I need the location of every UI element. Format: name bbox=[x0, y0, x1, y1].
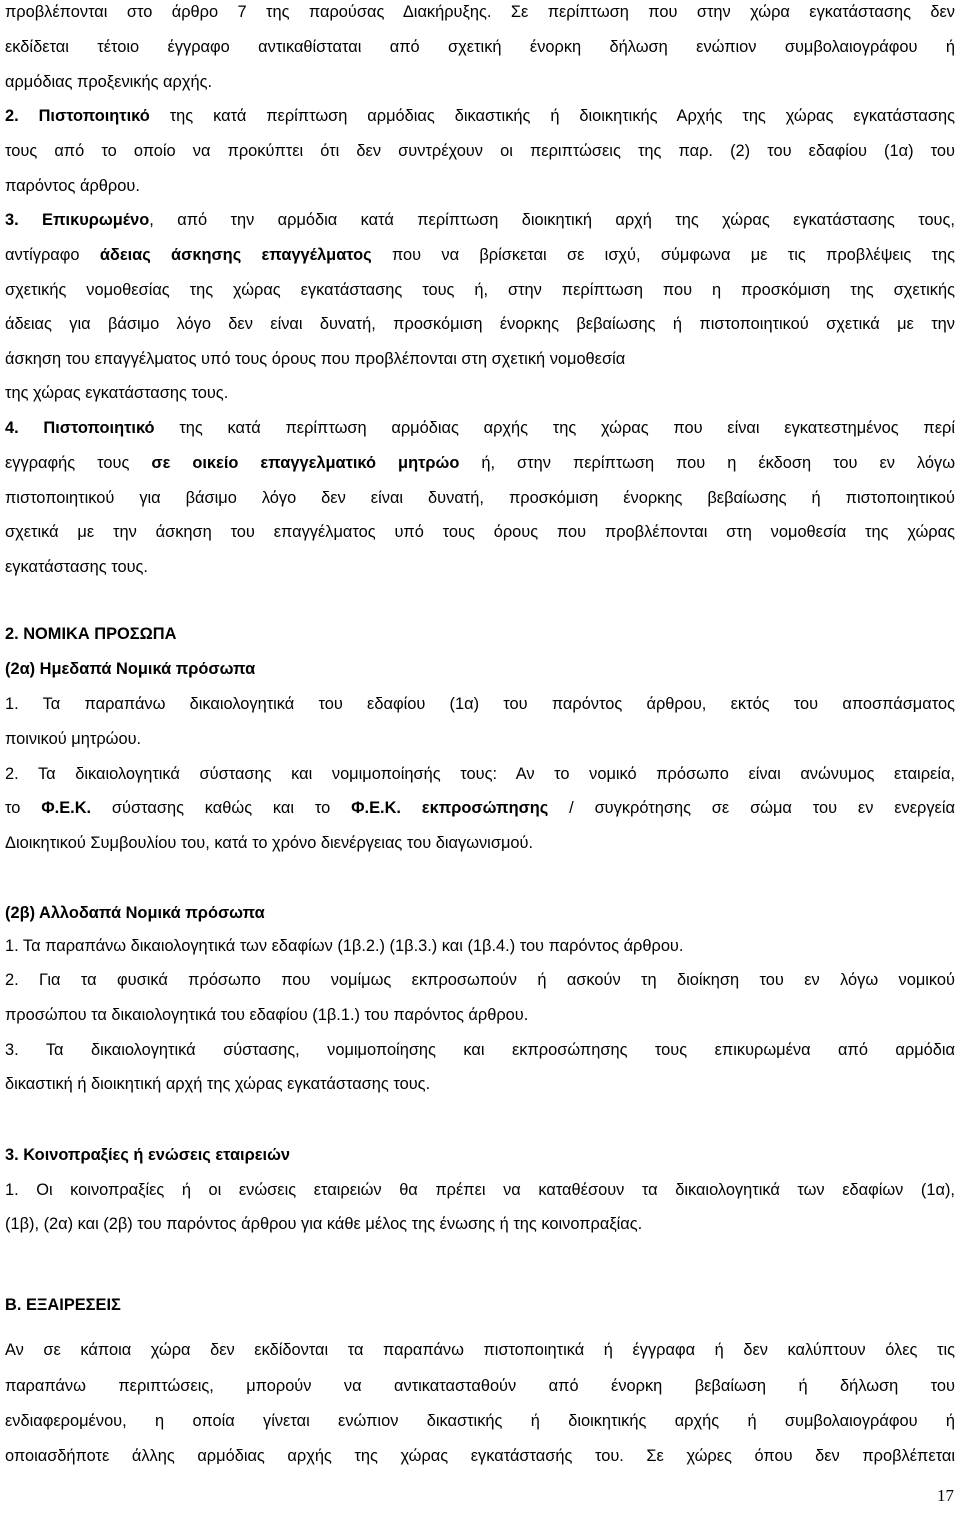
text-segment: 1. Οι κοινοπραξίες ή οι ενώσεις εταιρειών θα πρέπει να καταθέσουν τα δικαιολογητικά των εδαφίων (1α), bbox=[5, 1181, 955, 1199]
bold-text: 4. Πιστοποιητικό bbox=[5, 419, 155, 437]
bold-text: (2β) Αλλοδαπά Νομικά πρόσωπα bbox=[5, 904, 265, 922]
bold-text: 3. Κοινοπραξίες ή ενώσεις εταιρειών bbox=[5, 1146, 291, 1164]
text-line bbox=[5, 37, 955, 57]
text-line bbox=[5, 557, 955, 577]
text-segment: παραπάνω περιπτώσεις, μπορούν να αντικατασταθούν από ένορκη βεβαίωση ή δήλωση του bbox=[5, 1377, 955, 1395]
text-segment: εγγραφής τους bbox=[5, 454, 152, 472]
text-segment: 3. Τα δικαιολογητικά σύστασης, νομιμοποίησης και εκπροσώπησης τους επικυρωμένα από αρμόδια bbox=[5, 1041, 955, 1059]
text-segment: 2. Για τα φυσικά πρόσωπο που νομίμως εκπροσωπούν ή ασκούν τη διοίκηση του εν λόγω νομικού bbox=[5, 971, 955, 989]
text-segment: 1. Τα παραπάνω δικαιολογητικά των εδαφίων (1β.2.) (1β.3.) και (1β.4.) του παρόντος άρθρου. bbox=[5, 937, 684, 955]
text-line bbox=[5, 970, 955, 990]
text-line bbox=[5, 210, 955, 230]
text-line bbox=[5, 314, 955, 334]
text-line bbox=[5, 729, 955, 749]
text-line bbox=[5, 349, 955, 369]
bold-text: 3. Επικυρωμένο bbox=[5, 211, 150, 229]
text-segment: 1. Τα παραπάνω δικαιολογητικά του εδαφίου (1α) του παρόντος άρθρου, εκτός του αποσπάσματος bbox=[5, 695, 955, 713]
text-line bbox=[5, 280, 955, 300]
text-segment: 2. Τα δικαιολογητικά σύστασης και νομιμοποίησής τους: Αν το νομικό πρόσωπο είναι ανώνυμος εταιρεία, bbox=[5, 765, 955, 783]
text-line bbox=[5, 1214, 955, 1234]
text-segment: εκδίδεται τέτοιο έγγραφο αντικαθίσταται από σχετική ένορκη δήλωση ενώπιον συμβολαιογράφου ή bbox=[5, 38, 955, 56]
text-segment: ενδιαφερομένου, η οποία γίνεται ενώπιον δικαστικής ή διοικητικής αρχής ή συμβολαιογράφου ή bbox=[5, 1412, 955, 1430]
text-line bbox=[5, 833, 955, 853]
text-segment: το bbox=[5, 799, 42, 817]
text-segment: της κατά περίπτωση αρμόδιας δικαστικής ή διοικητικής Αρχής της χώρας εγκατάστασης bbox=[149, 107, 955, 125]
text-segment: Διοικητικού Συμβουλίου του, κατά το χρόνο διενέργειας του διαγωνισμού. bbox=[5, 834, 534, 852]
text-segment: σύστασης καθώς και το bbox=[91, 799, 352, 817]
text-line bbox=[5, 1005, 955, 1025]
text-line bbox=[5, 936, 955, 956]
text-line bbox=[5, 659, 955, 679]
text-line bbox=[5, 176, 955, 196]
text-segment: που να βρίσκεται σε ισχύ, σύμφωνα με τις προβλέψεις της bbox=[371, 246, 955, 264]
text-segment: της χώρας εγκατάστασης τους. bbox=[5, 384, 229, 402]
text-line bbox=[5, 624, 955, 644]
text-line bbox=[5, 453, 955, 473]
bold-text: Β. ΕΞΑΙΡΕΣΕΙΣ bbox=[5, 1296, 121, 1314]
text-segment: αντίγραφο bbox=[5, 246, 100, 264]
text-segment: οποιασδήποτε άλλης αρμόδιας αρχής της χώρας εγκατάστασής του. Σε χώρες όπου δεν προβλέπεται bbox=[5, 1447, 955, 1465]
bold-text: 2. Πιστοποιητικό bbox=[5, 107, 150, 125]
page-number: 17 bbox=[937, 1486, 954, 1505]
text-line bbox=[5, 1376, 955, 1396]
text-line bbox=[5, 1074, 955, 1094]
text-segment: , από την αρμόδια κατά περίπτωση διοικητική αρχή της χώρας εγκατάστασης τους, bbox=[149, 211, 955, 229]
text-line bbox=[5, 106, 955, 126]
text-segment: δικαστική ή διοικητική αρχή της χώρας εγκατάστασης τους. bbox=[5, 1075, 431, 1093]
text-segment: σχετικής νομοθεσίας της χώρας εγκατάστασης τους ή, στην περίπτωση που η προσκόμιση της σχετικής bbox=[5, 281, 955, 299]
text-segment: αρμόδιας προξενικής αρχής. bbox=[5, 73, 213, 91]
text-line bbox=[5, 141, 955, 161]
text-line bbox=[5, 418, 955, 438]
text-line bbox=[5, 798, 955, 818]
text-segment: πιστοποιητικού για βάσιμο λόγο δεν είναι δυνατή, προσκόμιση ένορκης βεβαίωσης ή πιστοποιητικού bbox=[5, 489, 955, 507]
text-line bbox=[5, 2, 955, 22]
text-segment: προσώπου τα δικαιολογητικά του εδαφίου (1β.1.) του παρόντος άρθρου. bbox=[5, 1006, 529, 1024]
text-segment: άσκηση του επαγγέλματος υπό τους όρους που προβλέπονται στη σχετική νομοθεσία bbox=[5, 350, 626, 368]
text-segment: / συγκρότησης σε σώμα του εν ενεργεία bbox=[548, 799, 955, 817]
text-line bbox=[5, 1340, 955, 1360]
text-segment: άδειας για βάσιμο λόγο δεν είναι δυνατή, προσκόμιση ένορκης βεβαίωσης ή πιστοποιητικού σχετικά με την bbox=[5, 315, 955, 333]
text-line bbox=[5, 72, 955, 92]
text-segment: σχετικά με την άσκηση του επαγγέλματος υπό τους όρους που προβλέπονται στη νομοθεσία της χώρας bbox=[5, 523, 955, 541]
text-line bbox=[5, 488, 955, 508]
text-line bbox=[5, 245, 955, 265]
text-segment: προβλέπονται στο άρθρο 7 της παρούσας Διακήρυξης. Σε περίπτωση που στην χώρα εγκατάστασης δεν bbox=[5, 3, 955, 21]
text-line bbox=[5, 1145, 955, 1165]
bold-text: Φ.Ε.Κ. εκπροσώπησης bbox=[351, 799, 549, 817]
text-line bbox=[5, 1040, 955, 1060]
bold-text: 2. ΝΟΜΙΚΑ ΠΡΟΣΩΠΑ bbox=[5, 625, 177, 643]
text-segment: ή, στην περίπτωση που η έκδοση του εν λόγω bbox=[459, 454, 955, 472]
text-segment: εγκατάστασης τους. bbox=[5, 558, 148, 576]
bold-text: σε οικείο επαγγελματικό μητρώο bbox=[151, 454, 460, 472]
text-line bbox=[5, 1180, 955, 1200]
text-line bbox=[5, 383, 955, 403]
bold-text: (2α) Ημεδαπά Νομικά πρόσωπα bbox=[5, 660, 256, 678]
text-line bbox=[5, 694, 955, 714]
text-line bbox=[5, 764, 955, 784]
text-segment: (1β), (2α) και (2β) του παρόντος άρθρου για κάθε μέλος της ένωσης ή της κοινοπραξίας. bbox=[5, 1215, 643, 1233]
text-line bbox=[5, 1446, 955, 1466]
text-segment: Αν σε κάποια χώρα δεν εκδίδονται τα παραπάνω πιστοποιητικά ή έγγραφα ή δεν καλύπτουν όλες τις bbox=[5, 1341, 955, 1359]
text-line bbox=[5, 1411, 955, 1431]
text-segment: ποινικού μητρώου. bbox=[5, 730, 142, 748]
text-line bbox=[5, 903, 955, 923]
bold-text: άδειας άσκησης επαγγέλματος bbox=[99, 246, 372, 264]
bold-text: Φ.Ε.Κ. bbox=[41, 799, 92, 817]
text-line bbox=[5, 522, 955, 542]
text-segment: παρόντος άρθρου. bbox=[5, 177, 140, 195]
text-segment: τους από το οποίο να προκύπτει ότι δεν συντρέχουν οι περιπτώσεις της παρ. (2) του εδαφίου (1α) του bbox=[5, 142, 955, 160]
text-segment: της κατά περίπτωση αρμόδιας αρχής της χώρας που είναι εγκατεστημένος περί bbox=[154, 419, 956, 437]
text-line bbox=[5, 1295, 955, 1315]
